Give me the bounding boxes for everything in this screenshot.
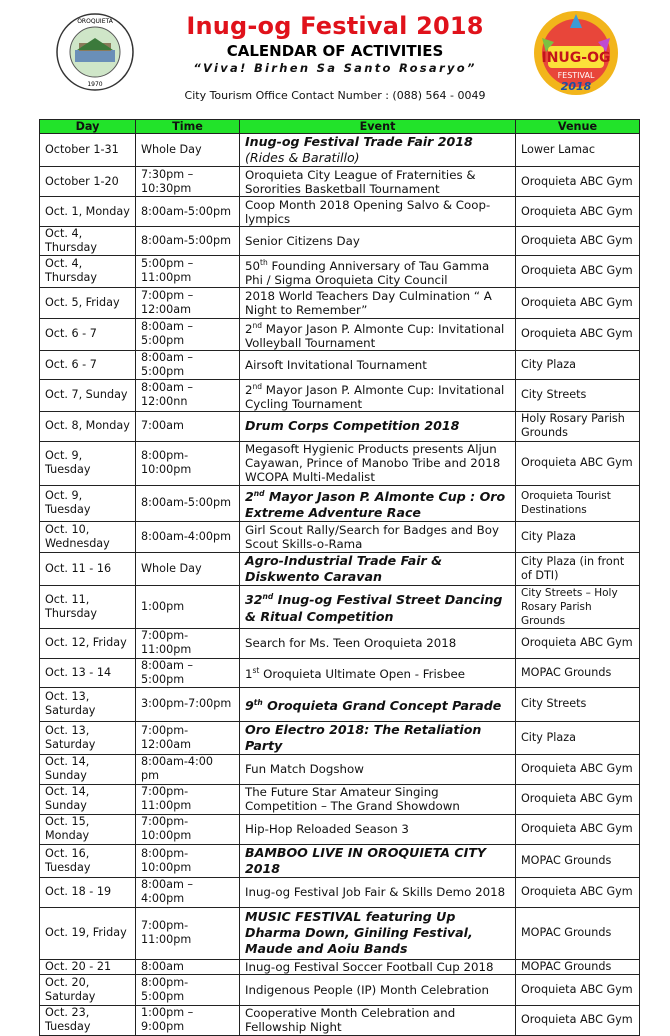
page-title: Inug-og Festival 2018: [186, 12, 484, 40]
time-cell: Whole Day: [136, 134, 240, 167]
table-row: [40, 959, 640, 974]
time-cell: 7:30pm – 10:30pm: [136, 167, 240, 197]
event-text: Fun Match Dogshow: [245, 762, 364, 777]
event-subtext: (Rides & Baratillo): [245, 150, 360, 165]
event-cell: [240, 784, 516, 814]
event-text: Cooperative Month Celebration and Fellowship Night: [245, 1006, 456, 1035]
time-cell: 8:00pm- 10:00pm: [136, 844, 240, 877]
table-row: [40, 754, 640, 784]
event-text: Oro Electro 2018: The Retaliation Party: [245, 721, 482, 753]
time-cell: 7:00pm- 11:00pm: [136, 628, 240, 658]
venue-cell: Oroquieta ABC Gym: [516, 287, 640, 318]
event-cell: [240, 907, 516, 959]
day-cell: Oct. 6 - 7: [40, 318, 136, 350]
venue-cell: Oroquieta ABC Gym: [516, 167, 640, 197]
time-cell: 8:00am – 5:00pm: [136, 658, 240, 687]
event-ordinal-suffix: nd: [252, 381, 263, 391]
event-ordinal-suffix: th: [253, 697, 263, 707]
event-cell: [240, 411, 516, 441]
event-cell: [240, 628, 516, 658]
event-text: Airsoft Invitational Tournament: [245, 357, 427, 372]
day-cell: Oct. 11, Thursday: [40, 585, 136, 628]
time-cell: 8:00am-5:00pm: [136, 485, 240, 521]
venue-cell: City Streets: [516, 687, 640, 721]
table-row: [40, 350, 640, 379]
event-cell: [240, 318, 516, 350]
day-cell: Oct. 4, Thursday: [40, 256, 136, 288]
seal-year: 1970: [87, 81, 103, 88]
venue-cell: Oroquieta ABC Gym: [516, 784, 640, 814]
event-text: Senior Citizens Day: [245, 234, 360, 248]
event-text: Oroquieta Grand Concept Parade: [262, 698, 502, 714]
event-cell: [240, 844, 516, 877]
day-cell: Oct. 10, Wednesday: [40, 521, 136, 552]
venue-cell: Oroquieta ABC Gym: [516, 197, 640, 227]
svg-text:INUG-OG: INUG-OG: [541, 50, 611, 66]
event-cell: [240, 287, 516, 318]
time-cell: 8:00am-4:00 pm: [136, 754, 240, 784]
table-row: [40, 814, 640, 844]
event-ordinal: 2: [245, 321, 253, 336]
event-text: Agro-Industrial Trade Fair & Diskwento Caravan: [245, 552, 443, 584]
time-cell: 8:00pm- 10:00pm: [136, 441, 240, 485]
table-row: [40, 134, 640, 167]
event-text: BAMBOO LIVE IN OROQUIETA CITY 2018: [245, 844, 487, 876]
venue-cell: MOPAC Grounds: [516, 658, 640, 687]
time-cell: 7:00pm- 10:00pm: [136, 814, 240, 844]
event-cell: [240, 877, 516, 907]
day-cell: Oct. 14, Sunday: [40, 754, 136, 784]
day-cell: Oct. 15, Monday: [40, 814, 136, 844]
table-row: [40, 379, 640, 411]
day-cell: Oct. 16, Tuesday: [40, 844, 136, 877]
event-cell: [240, 521, 516, 552]
festival-logo-icon: [530, 8, 622, 98]
event-cell: [240, 134, 516, 167]
event-text: Oroquieta City League of Fraternities & Sororities Basketball Tournament: [245, 167, 476, 196]
event-ordinal-suffix: th: [260, 258, 268, 267]
event-cell: [240, 974, 516, 1005]
time-cell: 7:00pm- 11:00pm: [136, 784, 240, 814]
day-cell: Oct. 12, Friday: [40, 628, 136, 658]
day-cell: Oct. 5, Friday: [40, 287, 136, 318]
time-cell: Whole Day: [136, 552, 240, 585]
day-cell: Oct. 13, Saturday: [40, 721, 136, 754]
time-cell: 8:00am – 4:00pm: [136, 877, 240, 907]
event-cell: [240, 721, 516, 754]
time-cell: 8:00am – 5:00pm: [136, 350, 240, 379]
day-cell: Oct. 20 - 21: [40, 959, 136, 974]
table-row: [40, 552, 640, 585]
event-cell: [240, 658, 516, 687]
venue-cell: MOPAC Grounds: [516, 844, 640, 877]
table-row: [40, 167, 640, 197]
venue-cell: Oroquieta ABC Gym: [516, 1005, 640, 1035]
event-text: Hip-Hop Reloaded Season 3: [245, 822, 409, 837]
table-row: [40, 485, 640, 521]
table-row: [40, 256, 640, 288]
day-cell: Oct. 20, Saturday: [40, 974, 136, 1005]
day-cell: Oct. 7, Sunday: [40, 379, 136, 411]
event-text: Inug-og Festival Street Dancing & Ritual Competition: [245, 592, 503, 624]
time-cell: 8:00am-5:00pm: [136, 227, 240, 256]
event-text: Inug-og Festival Soccer Football Cup 2018: [245, 959, 494, 974]
svg-text:OROQUIETA: OROQUIETA: [77, 18, 113, 25]
event-cell: [240, 350, 516, 379]
svg-text:2018: 2018: [560, 80, 592, 93]
event-ordinal-suffix: nd: [252, 320, 263, 330]
venue-cell: Oroquieta ABC Gym: [516, 754, 640, 784]
table-row: [40, 441, 640, 485]
venue-cell: Oroquieta ABC Gym: [516, 877, 640, 907]
event-cell: [240, 197, 516, 227]
time-cell: 5:00pm – 11:00pm: [136, 256, 240, 288]
day-cell: Oct. 19, Friday: [40, 907, 136, 959]
time-cell: 3:00pm-7:00pm: [136, 687, 240, 721]
col-header-event: Event: [240, 120, 516, 134]
day-cell: Oct. 11 - 16: [40, 552, 136, 585]
time-cell: 1:00pm: [136, 585, 240, 628]
event-text: Indigenous People (IP) Month Celebration: [245, 982, 489, 997]
event-text: Mayor Jason P. Almonte Cup : Oro Extreme Adventure Race: [245, 488, 506, 520]
col-header-venue: Venue: [516, 120, 640, 134]
event-text: The Future Star Amateur Singing Competition – The Grand Showdown: [245, 785, 460, 814]
contact-number: City Tourism Office Contact Number : (088) 564 - 0049: [184, 89, 486, 102]
event-cell: [240, 552, 516, 585]
table-row: [40, 721, 640, 754]
table-row: [40, 877, 640, 907]
event-cell: [240, 959, 516, 974]
event-text: MUSIC FESTIVAL featuring Up Dharma Down, Giniling Festival, Maude and Aoiu Bands: [245, 909, 473, 957]
day-cell: Oct. 9, Tuesday: [40, 485, 136, 521]
table-row: [40, 907, 640, 959]
event-text: Coop Month 2018 Opening Salvo & Coop-lympics: [245, 197, 491, 226]
day-cell: Oct. 18 - 19: [40, 877, 136, 907]
day-cell: Oct. 23, Tuesday: [40, 1005, 136, 1035]
event-text: Oroquieta Ultimate Open - Frisbee: [259, 667, 465, 682]
event-ordinal-suffix: nd: [253, 488, 265, 498]
time-cell: 7:00pm- 12:00am: [136, 721, 240, 754]
event-text: Founding Anniversary of Tau Gamma Phi / Sigma Oroquieta City Council: [245, 258, 490, 287]
event-ordinal: 50: [245, 258, 261, 273]
event-text: 2018 World Teachers Day Culmination “ A Night to Remember”: [245, 288, 492, 317]
venue-cell: City Plaza: [516, 721, 640, 754]
event-cell: [240, 1005, 516, 1035]
time-cell: 8:00am-4:00pm: [136, 521, 240, 552]
table-row: [40, 658, 640, 687]
venue-cell: City Plaza: [516, 350, 640, 379]
event-cell: [240, 814, 516, 844]
table-row: [40, 974, 640, 1005]
event-ordinal: 1: [245, 667, 253, 682]
venue-cell: City Streets: [516, 379, 640, 411]
event-cell: [240, 227, 516, 256]
day-cell: Oct. 9, Tuesday: [40, 441, 136, 485]
venue-cell: MOPAC Grounds: [516, 907, 640, 959]
page-subtitle: CALENDAR OF ACTIVITIES: [226, 42, 444, 60]
venue-cell: Lower Lamac: [516, 134, 640, 167]
venue-cell: City Plaza (in front of DTI): [516, 552, 640, 585]
table-row: [40, 197, 640, 227]
event-text: Girl Scout Rally/Search for Badges and Boy Scout Skills-o-Rama: [245, 522, 499, 551]
day-cell: Oct. 14, Sunday: [40, 784, 136, 814]
venue-cell: City Streets – Holy Rosary Parish Grounds: [516, 585, 640, 628]
event-cell: [240, 441, 516, 485]
venue-cell: Oroquieta Tourist Destinations: [516, 485, 640, 521]
event-cell: [240, 379, 516, 411]
time-cell: 8:00am-5:00pm: [136, 197, 240, 227]
venue-cell: MOPAC Grounds: [516, 959, 640, 974]
venue-cell: Oroquieta ABC Gym: [516, 441, 640, 485]
time-cell: 7:00pm – 12:00am: [136, 287, 240, 318]
event-cell: [240, 256, 516, 288]
event-cell: [240, 585, 516, 628]
day-cell: Oct. 8, Monday: [40, 411, 136, 441]
table-row: [40, 628, 640, 658]
day-cell: Oct. 6 - 7: [40, 350, 136, 379]
event-text: Drum Corps Competition 2018: [245, 418, 460, 434]
event-text: Mayor Jason P. Almonte Cup: Invitational Volleyball Tournament: [245, 321, 505, 350]
table-header-row: [40, 120, 640, 134]
day-cell: Oct. 13, Saturday: [40, 687, 136, 721]
table-row: [40, 1005, 640, 1035]
venue-cell: Oroquieta ABC Gym: [516, 814, 640, 844]
day-cell: Oct. 4, Thursday: [40, 227, 136, 256]
time-cell: 7:00pm- 11:00pm: [136, 907, 240, 959]
event-ordinal: 2: [245, 382, 253, 397]
activities-table: [39, 119, 640, 1036]
event-text: Inug-og Festival Job Fair & Skills Demo 2018: [245, 885, 506, 900]
event-ordinal: 9: [245, 698, 254, 714]
table-row: [40, 411, 640, 441]
table-row: [40, 585, 640, 628]
time-cell: 8:00am – 12:00nn: [136, 379, 240, 411]
venue-cell: Oroquieta ABC Gym: [516, 318, 640, 350]
event-cell: [240, 167, 516, 197]
time-cell: 8:00pm- 5:00pm: [136, 974, 240, 1005]
event-text: Search for Ms. Teen Oroquieta 2018: [245, 636, 457, 651]
event-cell: [240, 754, 516, 784]
venue-cell: Oroquieta ABC Gym: [516, 256, 640, 288]
table-row: [40, 521, 640, 552]
event-cell: [240, 485, 516, 521]
header: [0, 0, 670, 115]
venue-cell: Oroquieta ABC Gym: [516, 227, 640, 256]
day-cell: October 1-31: [40, 134, 136, 167]
day-cell: Oct. 13 - 14: [40, 658, 136, 687]
table-row: [40, 687, 640, 721]
tagline: “Viva! Birhen Sa Santo Rosaryo”: [193, 61, 477, 75]
event-text: Inug-og Festival Trade Fair 2018: [245, 134, 473, 149]
col-header-day: Day: [40, 120, 136, 134]
event-ordinal: 2: [245, 488, 254, 504]
svg-text:FESTIVAL: FESTIVAL: [557, 71, 595, 80]
event-cell: [240, 687, 516, 721]
event-text: Mayor Jason P. Almonte Cup: Invitational Cycling Tournament: [245, 382, 505, 411]
time-cell: 8:00am: [136, 959, 240, 974]
day-cell: Oct. 1, Monday: [40, 197, 136, 227]
time-cell: 8:00am – 5:00pm: [136, 318, 240, 350]
col-header-time: Time: [136, 120, 240, 134]
table-row: [40, 844, 640, 877]
table-row: [40, 784, 640, 814]
venue-cell: City Plaza: [516, 521, 640, 552]
venue-cell: Holy Rosary Parish Grounds: [516, 411, 640, 441]
event-ordinal-suffix: nd: [262, 592, 274, 602]
time-cell: 1:00pm – 9:00pm: [136, 1005, 240, 1035]
venue-cell: Oroquieta ABC Gym: [516, 628, 640, 658]
event-text: Megasoft Hygienic Products presents Aljun Cayawan, Prince of Manobo Tribe and 2018 WCOPA Multi-Medalist: [245, 442, 501, 485]
time-cell: 7:00am: [136, 411, 240, 441]
event-ordinal: 32: [245, 592, 263, 608]
event-ordinal-suffix: st: [252, 666, 260, 676]
day-cell: October 1-20: [40, 167, 136, 197]
venue-cell: Oroquieta ABC Gym: [516, 974, 640, 1005]
table-row: [40, 287, 640, 318]
table-row: [40, 227, 640, 256]
table-row: [40, 318, 640, 350]
